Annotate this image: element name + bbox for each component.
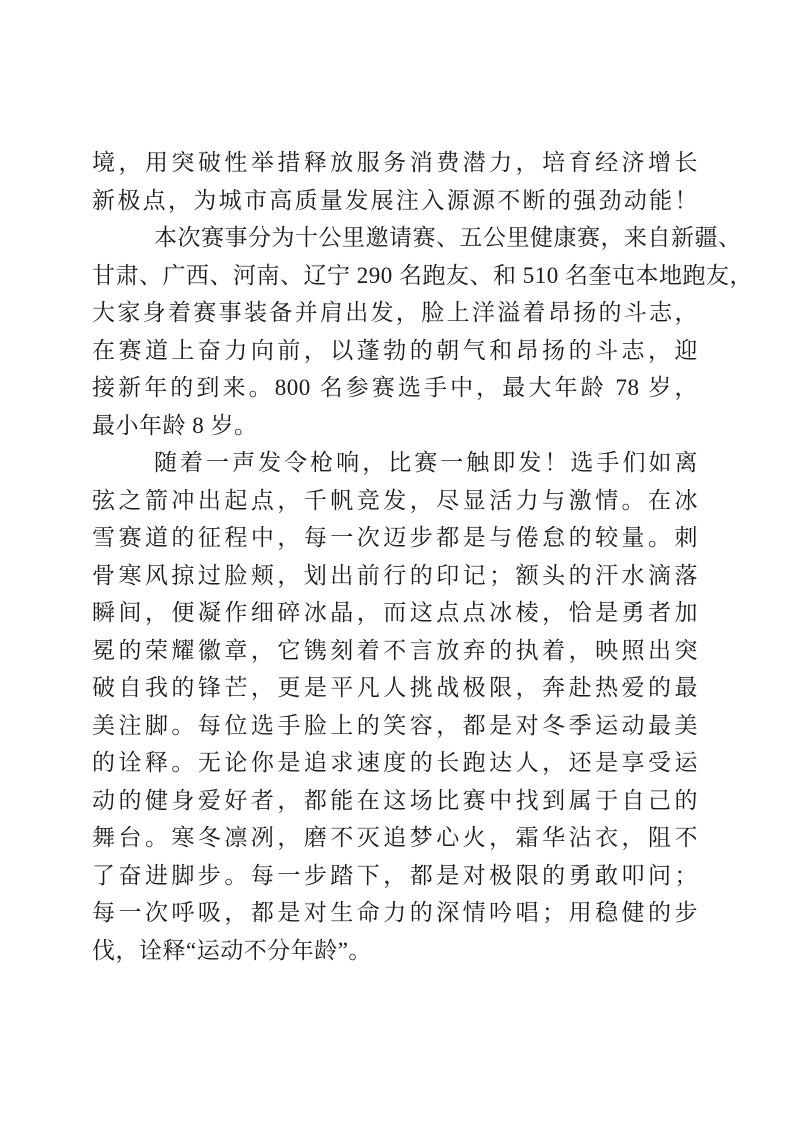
text-line: 瞬间，便凝作细碎冰晶，而这点点冰棱，恰是勇者加: [92, 600, 698, 625]
text-line: 冕的荣耀徽章，它镌刻着不言放弃的执着，映照出突: [92, 637, 698, 663]
text-line: 骨寒风掠过脸颊，划出前行的印记；额头的汗水滴落: [92, 562, 698, 588]
text-line: 美注脚。每位选手脸上的笑容，都是对冬季运动最美: [92, 712, 698, 738]
text-line: 大家身着赛事装备并肩出发，脸上洋溢着昂扬的斗志，: [92, 300, 698, 325]
text-line: 每一次呼吸，都是对生命力的深情吟唱；用稳健的步: [92, 900, 698, 925]
document-body: [92, 144, 753, 969]
text-line: 接新年的到来。800 名参赛选手中，最大年龄 78 岁，: [92, 375, 698, 400]
text-line: 在赛道上奋力向前，以蓬勃的朝气和昂扬的斗志，迎: [92, 337, 698, 363]
text-line: 本次赛事分为十公里邀请赛、五公里健康赛，来自新疆、: [154, 225, 742, 250]
text-line: 了奋进脚步。每一步踏下，都是对极限的勇敢叩问；: [92, 862, 698, 888]
text-line: 雪赛道的征程中，每一次迈步都是与倦怠的较量。刺: [92, 525, 698, 550]
text-line: 境，用突破性举措释放服务消费潜力，培育经济增长: [92, 150, 698, 175]
text-line: 随着一声发令枪响，比赛一触即发！选手们如离: [154, 450, 698, 475]
text-line: 弦之箭冲出起点，千帆竞发，尽显活力与激情。在冰: [92, 487, 698, 513]
text-line: 动的健身爱好者，都能在这场比赛中找到属于自己的: [92, 787, 698, 813]
text-line: 的诠释。无论你是追求速度的长跑达人，还是享受运: [92, 750, 698, 775]
text-line: 伐，诠释“运动不分年龄”。: [92, 937, 372, 963]
text-line: 甘肃、广西、河南、辽宁 290 名跑友、和 510 名奎屯本地跑友，: [92, 262, 753, 288]
text-line: 最小年龄 8 岁。: [92, 412, 258, 438]
text-line: 新极点，为城市高质量发展注入源源不断的强劲动能！: [92, 187, 698, 213]
text-line: 舞台。寒冬凛冽，磨不灭追梦心火，霜华沾衣，阻不: [92, 825, 698, 850]
text-line: 破自我的锋芒，更是平凡人挑战极限，奔赴热爱的最: [92, 675, 698, 700]
